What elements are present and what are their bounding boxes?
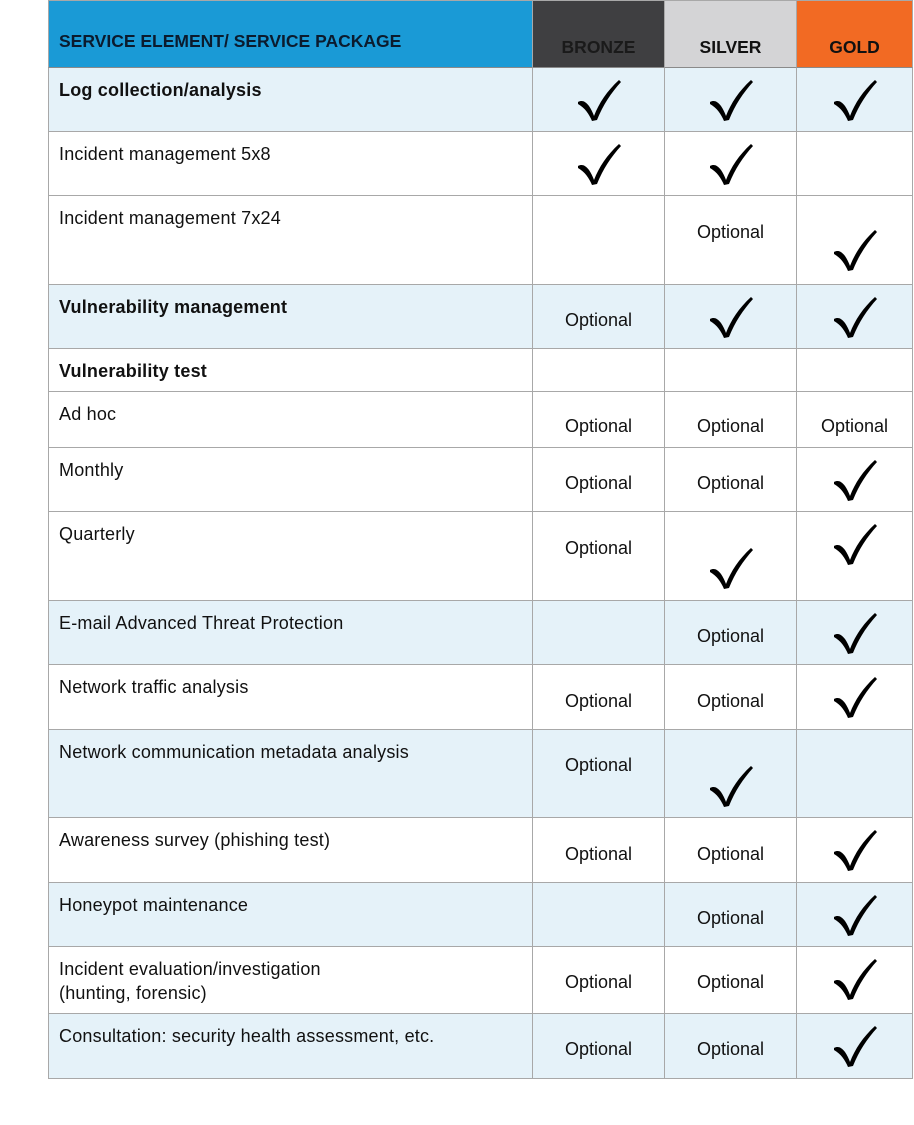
service-element-cell bbox=[48, 947, 533, 1014]
gold-cell bbox=[797, 512, 913, 601]
checkmark-icon bbox=[831, 520, 879, 566]
gold-cell bbox=[797, 818, 913, 883]
silver-cell bbox=[665, 818, 797, 883]
service-element-cell bbox=[48, 132, 533, 196]
table-row bbox=[48, 349, 913, 392]
bronze-cell bbox=[533, 132, 665, 196]
header-silver bbox=[665, 0, 797, 68]
checkmark-icon bbox=[707, 544, 755, 590]
silver-cell bbox=[665, 392, 797, 448]
table-row bbox=[48, 448, 913, 512]
gold-cell bbox=[797, 1014, 913, 1079]
service-element-cell bbox=[48, 665, 533, 730]
service-element-label: Incident management 7x24 bbox=[59, 208, 281, 228]
table-row bbox=[48, 392, 913, 448]
table-row bbox=[48, 68, 913, 132]
service-element-cell bbox=[48, 68, 533, 132]
service-element-cell bbox=[48, 512, 533, 601]
checkmark-icon bbox=[707, 140, 755, 186]
service-element-label: Incident management 5x8 bbox=[59, 144, 271, 164]
optional-label: Optional bbox=[564, 844, 633, 864]
service-package-table bbox=[48, 0, 913, 1079]
gold-cell bbox=[797, 883, 913, 947]
table-row bbox=[48, 665, 913, 730]
silver-cell bbox=[665, 132, 797, 196]
bronze-cell bbox=[533, 196, 665, 285]
gold-cell bbox=[797, 196, 913, 285]
checkmark-icon bbox=[831, 955, 879, 1001]
header-bronze-label: BRONZE bbox=[561, 37, 636, 57]
optional-label: Optional bbox=[564, 473, 633, 493]
checkmark-icon bbox=[575, 140, 623, 186]
service-element-label: Quarterly bbox=[59, 524, 135, 544]
bronze-cell bbox=[533, 665, 665, 730]
table-row bbox=[48, 883, 913, 947]
service-element-label: Incident evaluation/investigation (hunting, forensic) bbox=[59, 959, 321, 1003]
optional-label: Optional bbox=[696, 844, 765, 864]
service-element-cell bbox=[48, 285, 533, 349]
gold-cell bbox=[797, 665, 913, 730]
checkmark-icon bbox=[831, 673, 879, 719]
bronze-cell bbox=[533, 448, 665, 512]
checkmark-icon bbox=[831, 609, 879, 655]
gold-cell bbox=[797, 947, 913, 1014]
gold-cell bbox=[797, 448, 913, 512]
service-element-cell bbox=[48, 196, 533, 285]
header-title: SERVICE ELEMENT/ SERVICE PACKAGE bbox=[59, 31, 402, 51]
optional-label: Optional bbox=[564, 691, 633, 711]
checkmark-icon bbox=[707, 762, 755, 808]
checkmark-icon bbox=[831, 456, 879, 502]
bronze-cell bbox=[533, 730, 665, 818]
service-element-label: Consultation: security health assessment, etc. bbox=[59, 1026, 435, 1046]
silver-cell bbox=[665, 1014, 797, 1079]
optional-label: Optional bbox=[696, 1039, 765, 1059]
bronze-cell bbox=[533, 1014, 665, 1079]
table-row bbox=[48, 512, 913, 601]
optional-label: Optional bbox=[696, 972, 765, 992]
optional-label: Optional bbox=[564, 755, 633, 775]
optional-label: Optional bbox=[564, 1039, 633, 1059]
checkmark-icon bbox=[831, 1022, 879, 1068]
optional-label: Optional bbox=[564, 972, 633, 992]
optional-label: Optional bbox=[564, 310, 633, 330]
optional-label: Optional bbox=[564, 416, 633, 436]
service-element-cell bbox=[48, 349, 533, 392]
service-element-label: Network traffic analysis bbox=[59, 677, 249, 697]
optional-label: Optional bbox=[696, 626, 765, 646]
table-row bbox=[48, 947, 913, 1014]
optional-label: Optional bbox=[696, 416, 765, 436]
bronze-cell bbox=[533, 883, 665, 947]
checkmark-icon bbox=[831, 891, 879, 937]
table-row bbox=[48, 730, 913, 818]
service-element-label: Monthly bbox=[59, 460, 124, 480]
service-element-cell bbox=[48, 818, 533, 883]
bronze-cell bbox=[533, 512, 665, 601]
optional-label: Optional bbox=[696, 908, 765, 928]
optional-label: Optional bbox=[696, 222, 765, 242]
gold-cell bbox=[797, 132, 913, 196]
table-row bbox=[48, 601, 913, 665]
optional-label: Optional bbox=[696, 473, 765, 493]
optional-label: Optional bbox=[820, 416, 889, 436]
silver-cell bbox=[665, 601, 797, 665]
service-element-label: Vulnerability management bbox=[59, 297, 288, 317]
service-element-label: E-mail Advanced Threat Protection bbox=[59, 613, 344, 633]
silver-cell bbox=[665, 730, 797, 818]
gold-cell bbox=[797, 68, 913, 132]
gold-cell bbox=[797, 730, 913, 818]
bronze-cell bbox=[533, 392, 665, 448]
table-row bbox=[48, 818, 913, 883]
optional-label: Optional bbox=[564, 538, 633, 558]
gold-cell bbox=[797, 285, 913, 349]
gold-cell bbox=[797, 601, 913, 665]
service-element-cell bbox=[48, 730, 533, 818]
silver-cell bbox=[665, 883, 797, 947]
checkmark-icon bbox=[707, 76, 755, 122]
service-element-cell bbox=[48, 392, 533, 448]
silver-cell bbox=[665, 68, 797, 132]
optional-label: Optional bbox=[696, 691, 765, 711]
header-silver-label: SILVER bbox=[699, 37, 762, 57]
service-element-label: Log collection/analysis bbox=[59, 80, 262, 100]
header-gold-label: GOLD bbox=[829, 37, 880, 57]
service-element-cell bbox=[48, 1014, 533, 1079]
checkmark-icon bbox=[831, 293, 879, 339]
bronze-cell bbox=[533, 349, 665, 392]
gold-cell bbox=[797, 349, 913, 392]
bronze-cell bbox=[533, 818, 665, 883]
service-element-cell bbox=[48, 448, 533, 512]
service-element-cell bbox=[48, 601, 533, 665]
checkmark-icon bbox=[707, 293, 755, 339]
silver-cell bbox=[665, 665, 797, 730]
bronze-cell bbox=[533, 285, 665, 349]
service-element-label: Awareness survey (phishing test) bbox=[59, 830, 331, 850]
service-element-cell bbox=[48, 883, 533, 947]
service-element-label: Network communication metadata analysis bbox=[59, 742, 409, 762]
table-row bbox=[48, 196, 913, 285]
silver-cell bbox=[665, 349, 797, 392]
checkmark-icon bbox=[831, 226, 879, 272]
table-row bbox=[48, 1014, 913, 1079]
silver-cell bbox=[665, 196, 797, 285]
table-row bbox=[48, 132, 913, 196]
service-element-label: Honeypot maintenance bbox=[59, 895, 249, 915]
checkmark-icon bbox=[831, 76, 879, 122]
table-header bbox=[48, 0, 913, 68]
bronze-cell bbox=[533, 68, 665, 132]
table-row bbox=[48, 285, 913, 349]
checkmark-icon bbox=[831, 826, 879, 872]
header-gold bbox=[797, 0, 913, 68]
silver-cell bbox=[665, 512, 797, 601]
silver-cell bbox=[665, 448, 797, 512]
header-service-element bbox=[48, 0, 533, 68]
silver-cell bbox=[665, 285, 797, 349]
silver-cell bbox=[665, 947, 797, 1014]
bronze-cell bbox=[533, 947, 665, 1014]
service-element-label: Ad hoc bbox=[59, 404, 117, 424]
service-element-label: Vulnerability test bbox=[59, 361, 207, 381]
checkmark-icon bbox=[575, 76, 623, 122]
header-bronze bbox=[533, 0, 665, 68]
bronze-cell bbox=[533, 601, 665, 665]
gold-cell bbox=[797, 392, 913, 448]
